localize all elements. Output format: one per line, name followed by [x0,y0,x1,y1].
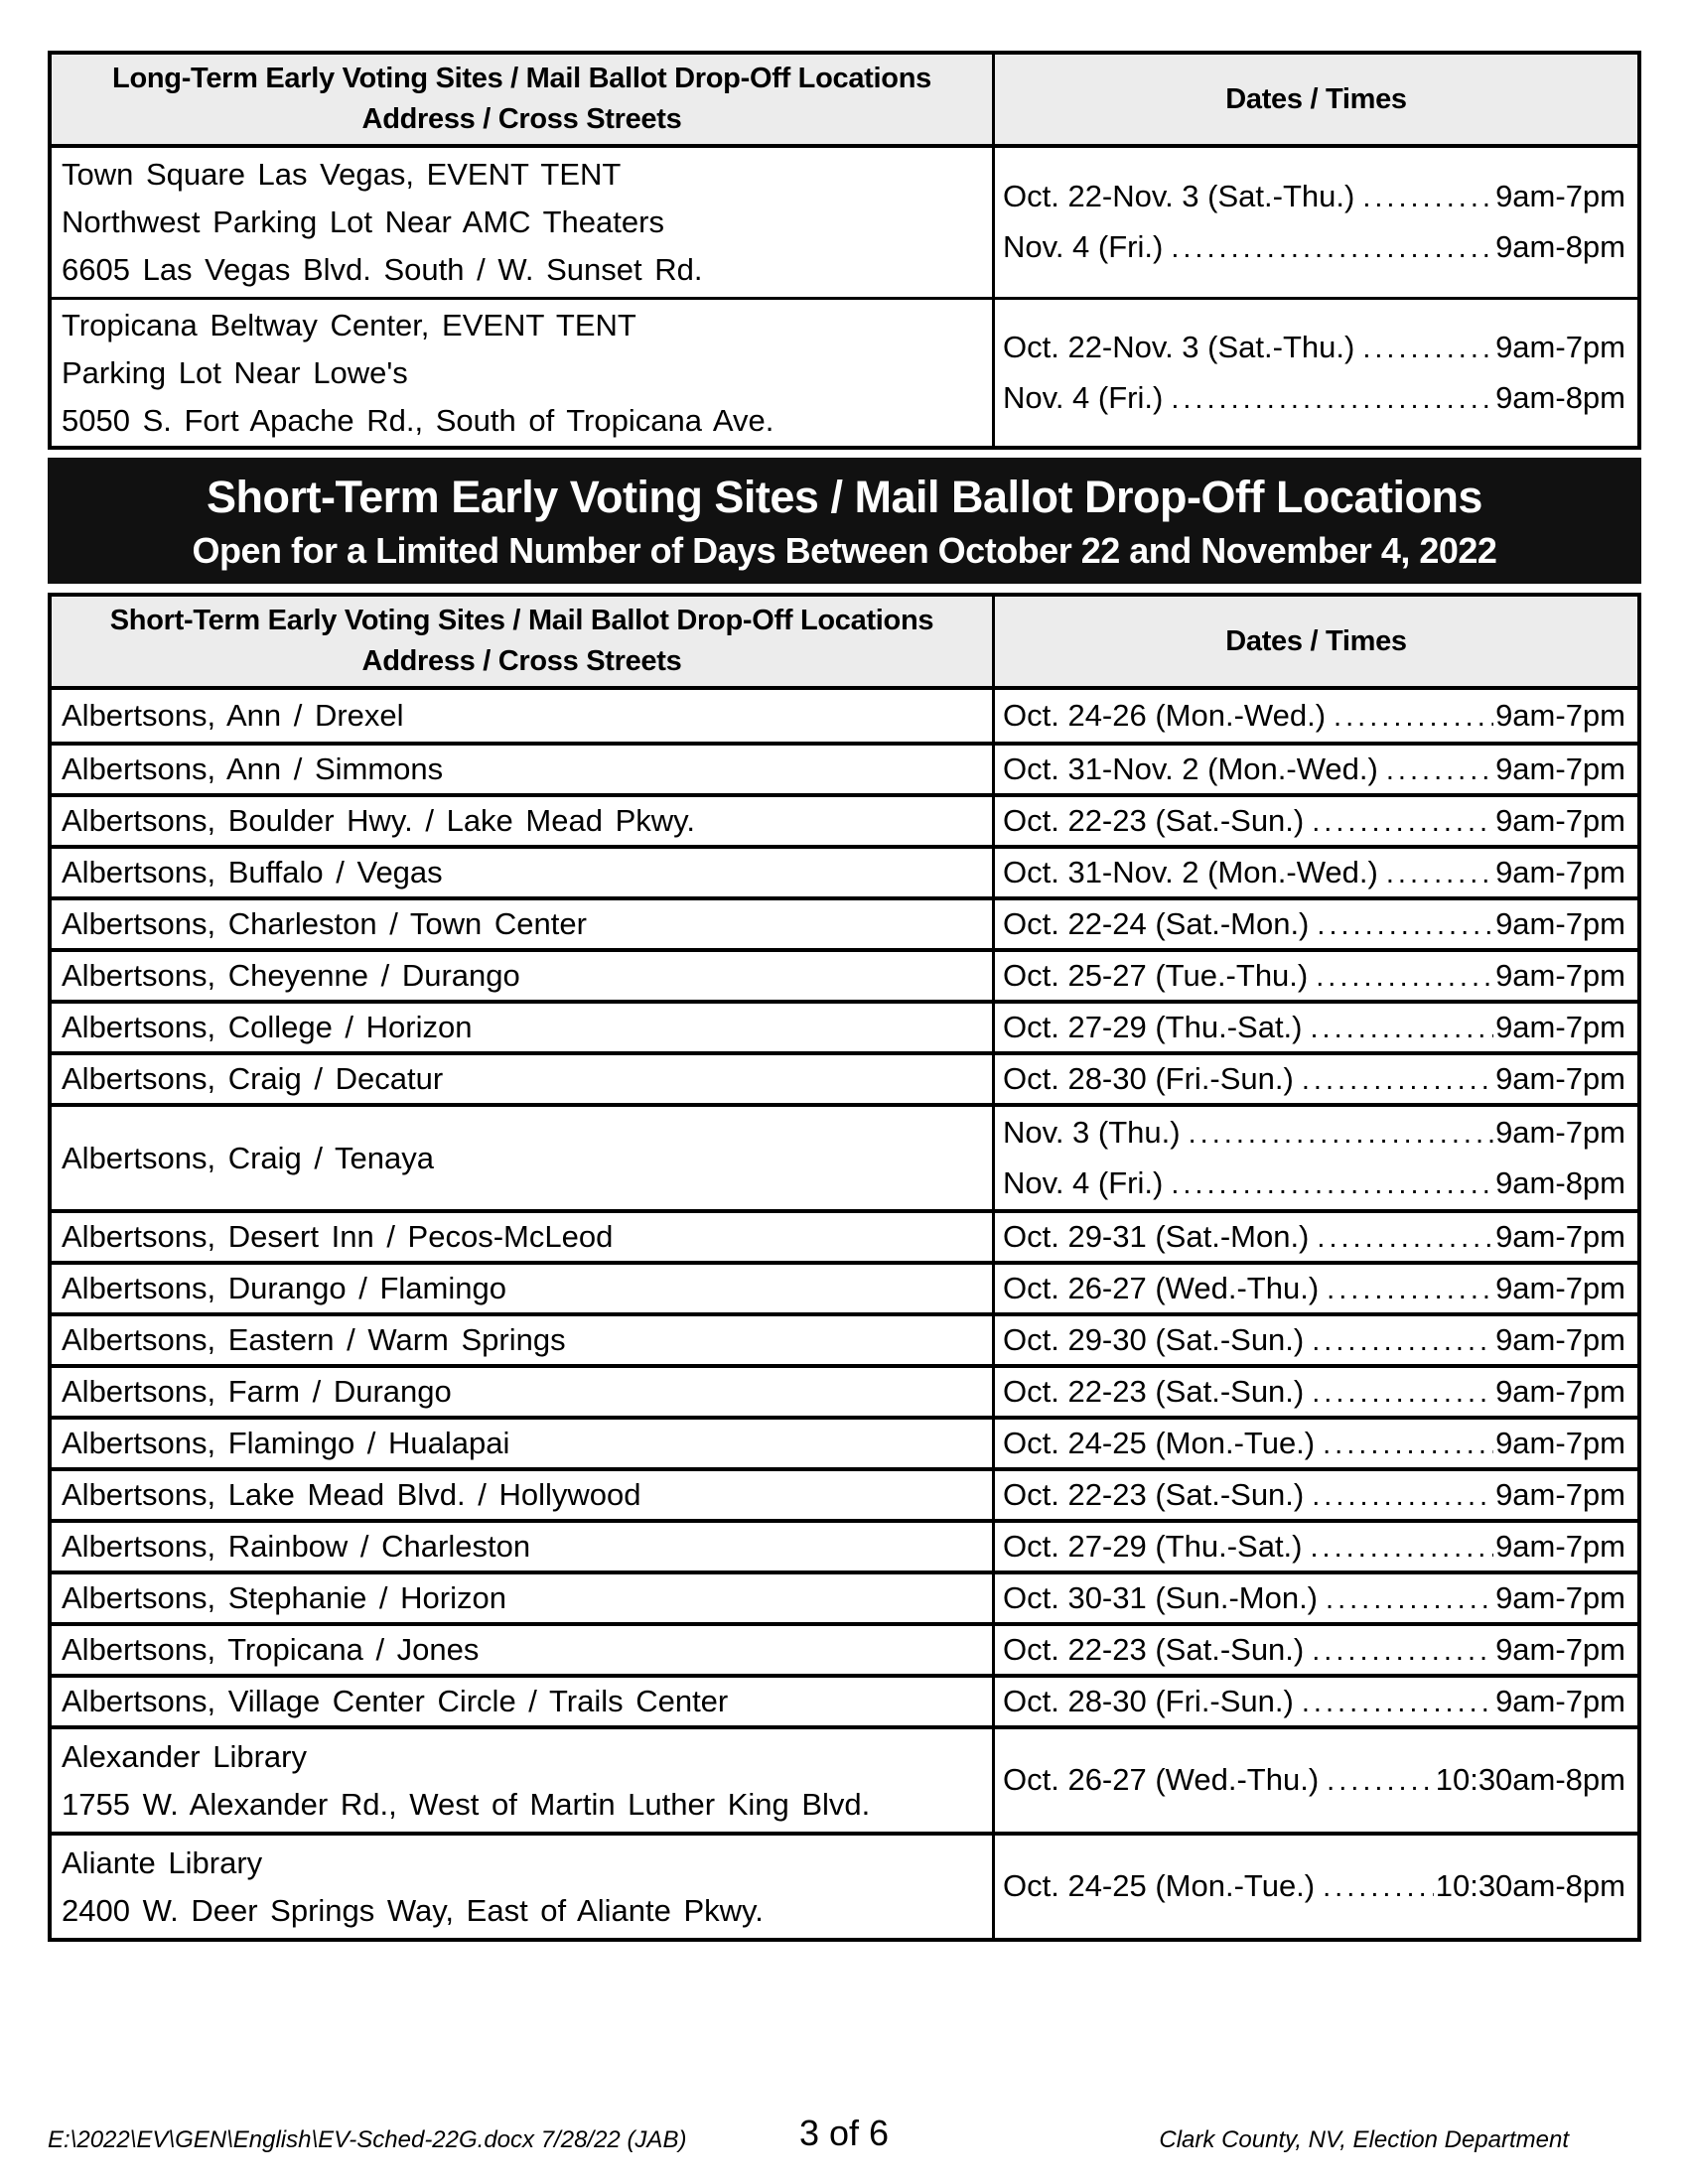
footer-page-number: 3 of 6 [798,2113,890,2153]
site-address-cell [52,1678,995,1725]
dates-times-cell [995,1420,1637,1467]
long-term-table [48,51,1641,450]
schedule-date: Oct. 22-23 (Sat.-Sun.) [1003,1631,1305,1667]
dates-times-cell [995,1265,1637,1312]
dates-times-cell [995,300,1637,446]
dot-leader [1326,1574,1493,1622]
schedule-date: Oct. 30-31 (Sun.-Mon.) [1003,1579,1319,1615]
schedule-date: Oct. 28-30 (Fri.-Sun.) [1003,1683,1294,1718]
schedule-line [1003,172,1625,222]
schedule-time: 9am-8pm [1495,379,1625,415]
short-term-table-header [52,597,1637,690]
site-address-cell [52,148,995,297]
schedule-time: 9am-7pm [1495,1579,1625,1615]
schedule-line [1003,952,1625,1000]
long-term-header-subtitle: Address / Cross Streets [361,103,682,135]
site-address-cell [52,300,995,446]
schedule-line [1003,797,1625,845]
footer-file-path: E:\2022\EV\GEN\English\EV-Sched-22G.docx 7/28/22 (JAB) [48,2126,687,2153]
short-term-section-banner [48,458,1641,584]
dates-times-cell [995,1729,1637,1832]
dates-times-cell [995,1055,1637,1103]
schedule-time: 9am-7pm [1495,802,1625,838]
schedule-line [1003,1626,1625,1674]
site-address-cell [52,1265,995,1312]
table-row [52,1570,1637,1622]
schedule-time: 9am-7pm [1495,1425,1625,1460]
dates-times-cell [995,1678,1637,1725]
dot-leader [1362,323,1493,373]
schedule-time: 9am-7pm [1495,1476,1625,1512]
dot-leader [1311,1004,1494,1051]
schedule-date: Nov. 4 (Fri.) [1003,379,1164,415]
dates-times-cell [995,849,1637,896]
table-row [52,1832,1637,1938]
dates-times-header: Dates / Times [1225,624,1407,657]
dot-leader [1327,1755,1434,1806]
site-address-line: Albertsons, Cheyenne / Durango [62,958,520,993]
site-address-line: 5050 S. Fort Apache Rd., South of Tropicana Ave. [62,402,774,438]
site-address-line: Albertsons, Charleston / Town Center [62,906,587,941]
dates-times-cell [995,1523,1637,1570]
schedule-time: 9am-7pm [1495,1218,1625,1254]
dot-leader [1312,1316,1493,1364]
schedule-line [1003,373,1625,424]
site-address-line: Albertsons, Desert Inn / Pecos-McLeod [62,1219,614,1254]
site-address-cell [52,1574,995,1622]
site-address-line: Albertsons, Eastern / Warm Springs [62,1322,566,1357]
dates-times-cell [995,952,1637,1000]
site-address-line: Albertsons, College / Horizon [62,1010,473,1044]
schedule-line [1003,1265,1625,1312]
schedule-date: Oct. 29-31 (Sat.-Mon.) [1003,1218,1310,1254]
table-row [52,1622,1637,1674]
site-address-cell [52,1107,995,1209]
dot-leader [1327,1265,1493,1312]
schedule-time: 9am-7pm [1495,1114,1625,1150]
schedule-time: 9am-7pm [1495,1009,1625,1044]
schedule-line [1003,849,1625,896]
schedule-date: Oct. 31-Nov. 2 (Mon.-Wed.) [1003,854,1378,889]
site-address-cell [52,849,995,896]
schedule-time: 9am-7pm [1495,697,1625,733]
site-address-cell [52,952,995,1000]
table-row [52,793,1637,845]
short-term-table-body [52,690,1637,1938]
schedule-line [1003,746,1625,793]
short-term-header-dates-column [995,597,1637,686]
table-row [52,148,1637,297]
site-address-line: Northwest Parking Lot Near AMC Theaters [62,205,664,239]
site-address-line: Tropicana Beltway Center, EVENT TENT [62,307,636,342]
short-term-header-title: Short-Term Early Voting Sites / Mail Ballot Drop-Off Locations [109,605,934,636]
site-address-cell [52,797,995,845]
schedule-date: Oct. 24-26 (Mon.-Wed.) [1003,697,1327,733]
long-term-header-dates-column [995,55,1637,144]
schedule-date: Oct. 28-30 (Fri.-Sun.) [1003,1060,1294,1096]
dot-leader [1386,849,1493,896]
schedule-time: 9am-7pm [1495,1683,1625,1718]
dates-times-cell [995,1316,1637,1364]
schedule-line [1003,1861,1625,1912]
site-address-cell [52,1420,995,1467]
dates-times-cell [995,1836,1637,1938]
site-address-cell [52,1055,995,1103]
schedule-time: 9am-8pm [1495,1164,1625,1200]
table-row [52,690,1637,742]
site-address-line: Albertsons, Flamingo / Hualapai [62,1426,510,1460]
site-address-line: Albertsons, Tropicana / Jones [62,1632,480,1667]
schedule-date: Oct. 22-23 (Sat.-Sun.) [1003,1373,1305,1409]
schedule-date: Nov. 3 (Thu.) [1003,1114,1181,1150]
long-term-table-body [52,148,1637,446]
schedule-time: 9am-7pm [1495,1631,1625,1667]
schedule-date: Oct. 26-27 (Wed.-Thu.) [1003,1762,1320,1797]
schedule-line [1003,1471,1625,1519]
schedule-date: Oct. 22-23 (Sat.-Sun.) [1003,1476,1305,1512]
dot-leader [1312,1471,1493,1519]
dates-times-cell [995,1471,1637,1519]
schedule-date: Oct. 22-Nov. 3 (Sat.-Thu.) [1003,179,1355,213]
dates-times-cell [995,746,1637,793]
table-row [52,1364,1637,1416]
schedule-date: Oct. 24-25 (Mon.-Tue.) [1003,1425,1316,1460]
schedule-date: Nov. 4 (Fri.) [1003,229,1164,264]
schedule-date: Oct. 27-29 (Thu.-Sat.) [1003,1009,1303,1044]
dates-times-cell [995,1213,1637,1261]
schedule-time: 9am-7pm [1495,1321,1625,1357]
table-row [52,1312,1637,1364]
table-row [52,896,1637,948]
schedule-time: 9am-7pm [1495,905,1625,941]
dot-leader [1312,797,1493,845]
table-row [52,1000,1637,1051]
page-footer [0,2105,1688,2164]
schedule-line [1003,1108,1625,1159]
dates-times-cell [995,1368,1637,1416]
dot-leader [1323,1861,1434,1912]
site-address-line: Albertsons, Buffalo / Vegas [62,855,443,889]
site-address-line: 6605 Las Vegas Blvd. South / W. Sunset Rd. [62,252,703,287]
schedule-line [1003,1159,1625,1209]
site-address-line: Albertsons, Craig / Tenaya [62,1140,435,1175]
schedule-line [1003,323,1625,373]
schedule-line [1003,1755,1625,1806]
dot-leader [1311,1523,1494,1570]
table-row [52,1674,1637,1725]
site-address-line: Albertsons, Lake Mead Blvd. / Hollywood [62,1477,641,1512]
dates-times-cell [995,1004,1637,1051]
schedule-line [1003,1574,1625,1622]
dot-leader [1317,900,1493,948]
dates-times-cell [995,900,1637,948]
dot-leader [1171,222,1493,273]
dot-leader [1312,1368,1493,1416]
site-address-cell [52,1316,995,1364]
site-address-cell [52,1471,995,1519]
schedule-line [1003,900,1625,948]
site-address-cell [52,900,995,948]
site-address-cell [52,1523,995,1570]
schedule-time: 9am-7pm [1495,1528,1625,1564]
schedule-time: 10:30am-8pm [1435,1868,1625,1903]
table-row [52,948,1637,1000]
schedule-date: Oct. 22-Nov. 3 (Sat.-Thu.) [1003,329,1355,364]
site-address-cell [52,1626,995,1674]
banner-subtitle: Open for a Limited Number of Days Between October 22 and November 4, 2022 [192,529,1497,571]
schedule-line [1003,222,1625,273]
long-term-table-header [52,55,1637,148]
schedule-date: Oct. 24-25 (Mon.-Tue.) [1003,1868,1316,1903]
schedule-time: 9am-7pm [1495,751,1625,786]
schedule-line [1003,1213,1625,1261]
table-row [52,297,1637,446]
site-address-line: Albertsons, Boulder Hwy. / Lake Mead Pkwy. [62,803,695,838]
dates-times-cell [995,1626,1637,1674]
short-term-header-subtitle: Address / Cross Streets [361,645,682,677]
table-row [52,1209,1637,1261]
dot-leader [1362,172,1493,222]
schedule-line [1003,1420,1625,1467]
schedule-date: Nov. 4 (Fri.) [1003,1164,1164,1200]
site-address-cell [52,1213,995,1261]
site-address-cell [52,1004,995,1051]
dot-leader [1317,1213,1493,1261]
dot-leader [1171,1159,1493,1209]
dot-leader [1189,1108,1493,1159]
site-address-line: 1755 W. Alexander Rd., West of Martin Luther King Blvd. [62,1786,871,1822]
schedule-line [1003,1316,1625,1364]
site-address-line: Parking Lot Near Lowe's [62,354,408,390]
schedule-time: 9am-7pm [1495,957,1625,993]
schedule-time: 9am-7pm [1495,1060,1625,1096]
schedule-time: 9am-7pm [1495,854,1625,889]
site-address-line: 2400 W. Deer Springs Way, East of Aliante Pkwy. [62,1892,764,1928]
dates-times-cell [995,1574,1637,1622]
schedule-line [1003,1055,1625,1103]
table-row [52,1261,1637,1312]
schedule-line [1003,1523,1625,1570]
dot-leader [1323,1420,1493,1467]
short-term-table [48,593,1641,1942]
site-address-cell [52,690,995,742]
short-term-header-address-column [52,597,995,686]
site-address-line: Albertsons, Rainbow / Charleston [62,1529,531,1564]
dot-leader [1316,952,1493,1000]
site-address-cell [52,1836,995,1938]
site-address-line: Town Square Las Vegas, EVENT TENT [62,157,622,192]
site-address-line: Albertsons, Craig / Decatur [62,1061,444,1096]
schedule-time: 9am-7pm [1495,1373,1625,1409]
schedule-date: Oct. 22-24 (Sat.-Mon.) [1003,905,1310,941]
table-row [52,1103,1637,1209]
dot-leader [1312,1626,1493,1674]
schedule-line [1003,1004,1625,1051]
schedule-date: Oct. 22-23 (Sat.-Sun.) [1003,802,1305,838]
dot-leader [1302,1678,1493,1725]
table-row [52,1416,1637,1467]
dot-leader [1302,1055,1493,1103]
site-address-line: Aliante Library [62,1844,263,1880]
dates-times-cell [995,797,1637,845]
schedule-line [1003,1368,1625,1416]
schedule-time: 9am-8pm [1495,229,1625,264]
dot-leader [1171,373,1493,424]
dates-times-cell [995,690,1637,742]
dates-times-header: Dates / Times [1225,82,1407,115]
table-row [52,1725,1637,1832]
schedule-date: Oct. 31-Nov. 2 (Mon.-Wed.) [1003,751,1378,786]
site-address-line: Albertsons, Stephanie / Horizon [62,1580,506,1615]
site-address-cell [52,1368,995,1416]
site-address-line: Albertsons, Ann / Drexel [62,698,404,733]
table-row [52,742,1637,793]
table-row [52,845,1637,896]
table-row [52,1051,1637,1103]
schedule-line [1003,691,1625,742]
banner-title: Short-Term Early Voting Sites / Mail Ballot Drop-Off Locations [207,471,1482,522]
dot-leader [1334,691,1493,742]
schedule-time: 10:30am-8pm [1435,1762,1625,1797]
schedule-time: 9am-7pm [1495,179,1625,213]
site-address-line: Albertsons, Village Center Circle / Trails Center [62,1684,729,1718]
site-address-cell [52,746,995,793]
site-address-line: Albertsons, Farm / Durango [62,1374,452,1409]
table-row [52,1519,1637,1570]
schedule-date: Oct. 27-29 (Thu.-Sat.) [1003,1528,1303,1564]
long-term-header-address-column [52,55,995,144]
site-address-cell [52,1729,995,1832]
table-row [52,1467,1637,1519]
footer-department: Clark County, NV, Election Department [1159,2126,1569,2153]
site-address-line: Alexander Library [62,1738,307,1774]
site-address-line: Albertsons, Ann / Simmons [62,751,444,786]
schedule-line [1003,1678,1625,1725]
schedule-date: Oct. 29-30 (Sat.-Sun.) [1003,1321,1305,1357]
schedule-time: 9am-7pm [1495,1270,1625,1305]
dates-times-cell [995,1107,1637,1209]
site-address-line: Albertsons, Durango / Flamingo [62,1271,506,1305]
dates-times-cell [995,148,1637,297]
schedule-date: Oct. 25-27 (Tue.-Thu.) [1003,957,1309,993]
dot-leader [1386,746,1493,793]
schedule-date: Oct. 26-27 (Wed.-Thu.) [1003,1270,1320,1305]
long-term-header-title: Long-Term Early Voting Sites / Mail Ballot Drop-Off Locations [112,63,931,94]
schedule-time: 9am-7pm [1495,329,1625,364]
